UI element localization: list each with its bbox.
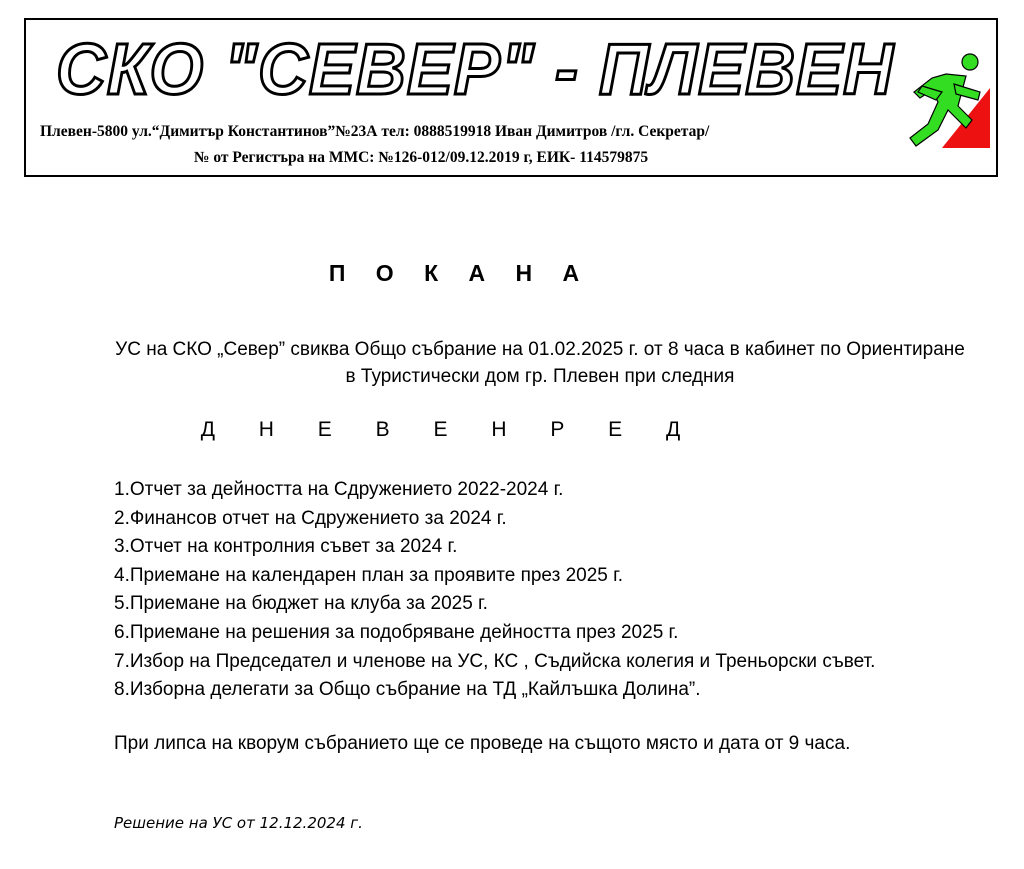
agenda-item: 4.Приемане на календарен план за проявите през 2025 г. bbox=[114, 564, 624, 586]
agenda-title: Д Н Е В Е Н Р Е Д bbox=[200, 418, 690, 441]
agenda-item: 2.Финансов отчет на Сдружението за 2024 г. bbox=[114, 507, 507, 529]
agenda-item: 1.Отчет за дейността на Сдружението 2022-2024 г. bbox=[114, 479, 564, 500]
register-line: № от Регистъра на ММС: №126-012/09.12.2019 г, ЕИК- 114579875 bbox=[193, 149, 649, 166]
agenda-item: 7.Избор на Председател и членове на УС, КС , Съдийска колегия и Треньорски съвет. bbox=[114, 650, 876, 672]
document-title: П О К А Н А bbox=[328, 260, 592, 286]
agenda-list bbox=[114, 476, 1014, 705]
organization-title: СКО "СЕВЕР" - ПЛЕВЕН bbox=[56, 30, 895, 110]
agenda-item: 6.Приемане на решения за подобряване дейността през 2025 г. bbox=[114, 621, 679, 643]
intro-paragraph: УС на СКО „Север” свиква Общо събрание на 01.02.2025 г. от 8 часа в кабинет по Ориентиране в Туристически дом гр. Плевен при следния bbox=[115, 339, 965, 387]
agenda-item: 8.Изборна делегати за Общо събрание на ТД „Кайлъшка Долина”. bbox=[114, 679, 701, 701]
decision-note: Решение на УС от 12.12.2024 г. bbox=[114, 814, 363, 832]
letterhead bbox=[24, 18, 998, 177]
agenda-item: 3.Отчет на контролния съвет за 2024 г. bbox=[114, 536, 458, 558]
quorum-note: При липса на кворум събранието ще се проведе на същото място и дата от 9 часа. bbox=[114, 733, 851, 754]
agenda-item: 5.Приемане на бюджет на клуба за 2025 г. bbox=[114, 593, 488, 615]
orienteering-runner-logo-icon bbox=[902, 50, 992, 152]
contact-line: Плевен-5800 ул.“Димитър Константинов”№23А тел: 0888519918 Иван Димитров /гл. Секретар/ bbox=[40, 123, 710, 140]
